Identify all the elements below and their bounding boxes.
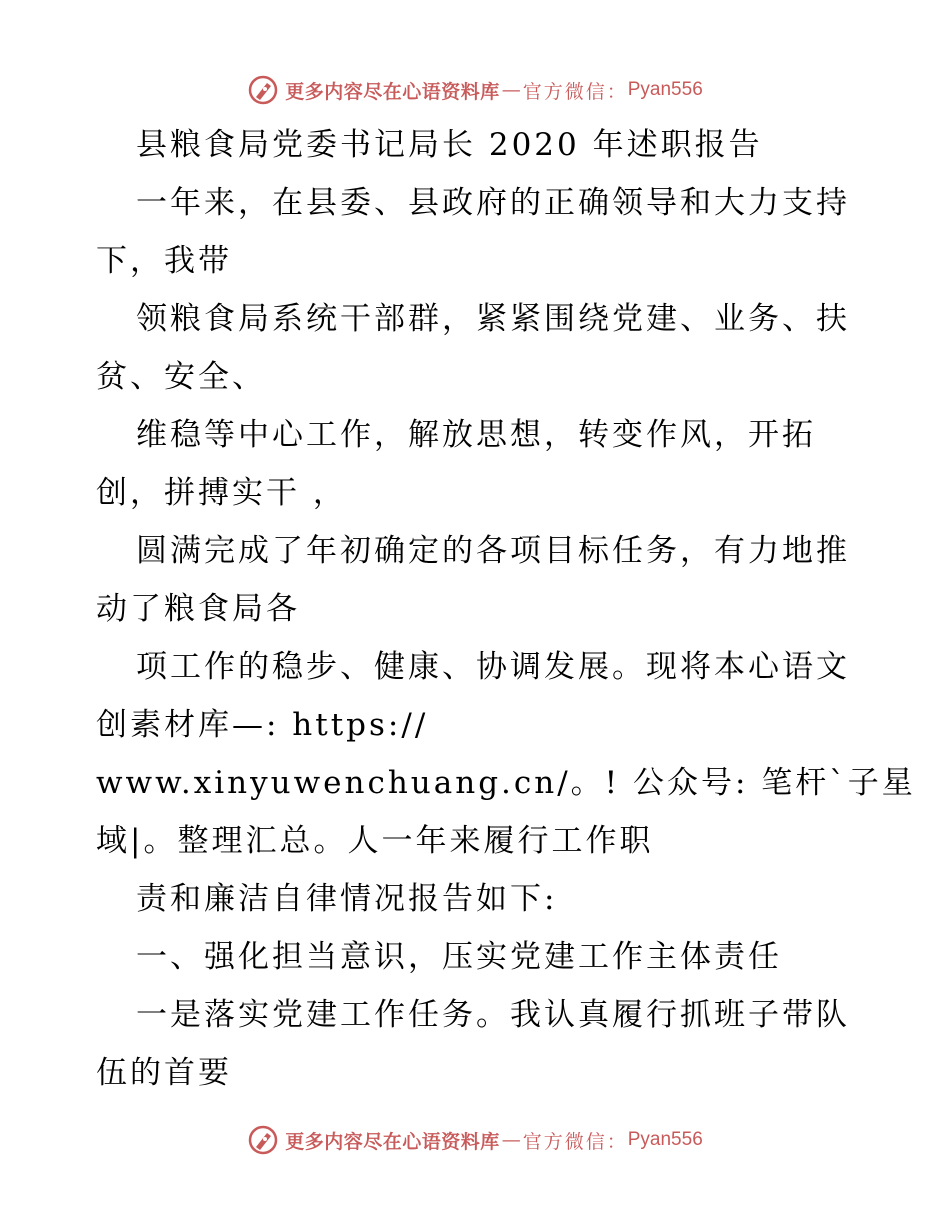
pen-nib-logo-icon <box>247 74 279 106</box>
watermark-label: 官方微信： <box>522 1130 628 1153</box>
text-line: 项工作的稳步、健康、协调发展。现将本心语文 <box>136 649 850 685</box>
watermark-text: 更多内容尽在心语资料库 <box>285 1130 500 1153</box>
text-line: 一是落实党建工作任务。我认真履行抓班子带队 <box>136 997 850 1033</box>
watermark-separator: — <box>501 79 521 101</box>
watermark-label: 官方微信： <box>522 80 628 103</box>
pen-nib-logo-icon <box>247 1124 279 1156</box>
text-line: 下，我带 <box>96 243 232 279</box>
watermark-id: Pyan556 <box>627 79 703 100</box>
text-line: 创素材库—: https:// <box>96 707 429 743</box>
document-body <box>96 116 916 1102</box>
watermark-text: 更多内容尽在心语资料库 <box>285 80 500 103</box>
text-line: 域|。整理汇总。人一年来履行工作职 <box>96 823 654 859</box>
text-line: 贫、安全、 <box>96 359 266 395</box>
watermark-separator: — <box>501 1129 521 1151</box>
text-line: 领粮食局系统干部群，紧紧围绕党建、业务、扶 <box>136 301 850 337</box>
section-heading: 一、强化担当意识，压实党建工作主体责任 <box>136 939 782 975</box>
text-line: 伍的首要 <box>96 1055 232 1091</box>
text-line: www.xinyuwenchuang.cn/。! 公众号: 笔杆`子星 <box>96 765 916 801</box>
footer-watermark <box>0 1120 950 1160</box>
text-line: 圆满完成了年初确定的各项目标任务，有力地推 <box>136 533 850 569</box>
document-title: 县粮食局党委书记局长 2020 年述职报告 <box>136 127 763 163</box>
text-line: 一年来，在县委、县政府的正确领导和大力支持 <box>136 185 850 221</box>
text-line: 维稳等中心工作，解放思想，转变作风，开拓 <box>136 417 816 453</box>
header-watermark <box>0 70 950 110</box>
watermark-id: Pyan556 <box>627 1129 703 1150</box>
text-line: 动了粮食局各 <box>96 591 300 627</box>
text-line: 创，拼搏实干 ， <box>96 475 347 511</box>
text-line: 责和廉洁自律情况报告如下: <box>136 881 558 917</box>
